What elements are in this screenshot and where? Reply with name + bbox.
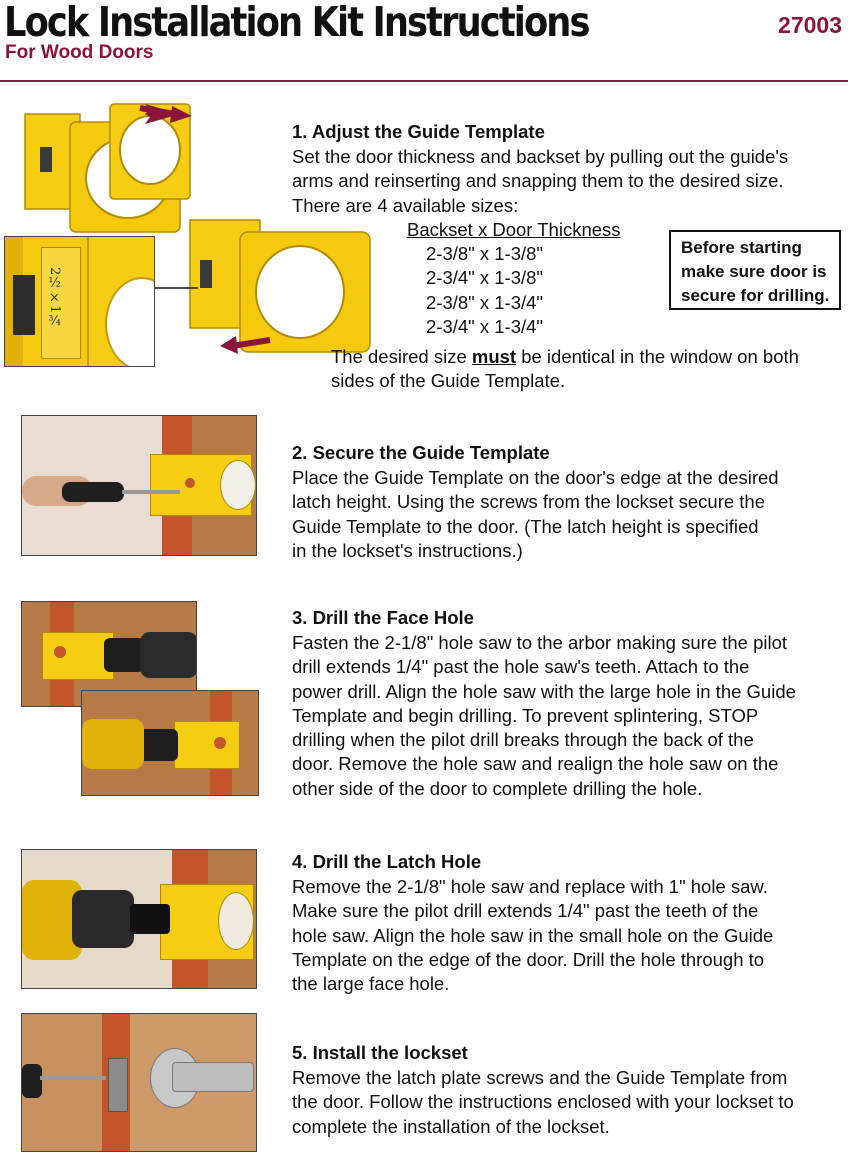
screwdriver-icon xyxy=(22,1064,42,1098)
callout-line: secure for drilling. xyxy=(681,286,830,305)
step-5-photo xyxy=(21,1013,257,1152)
step-4-line: Remove the 2-1/8" hole saw and replace with 1" hole saw. xyxy=(292,876,768,897)
step-2-line: in the lockset's instructions.) xyxy=(292,539,523,561)
page-subtitle: For Wood Doors xyxy=(5,42,154,63)
step-4-line: the large face hole. xyxy=(292,973,450,995)
step-3-body xyxy=(292,631,796,801)
step-1-line: There are 4 available sizes: xyxy=(292,194,519,216)
step-3-line: drill extends 1/4" past the hole saw's teeth. Attach to the xyxy=(292,656,750,678)
size-option: 2-3/4" x 1-3/4" xyxy=(426,315,543,337)
step-4-heading: 4. Drill the Latch Hole xyxy=(292,851,482,872)
step-5-body xyxy=(292,1066,794,1139)
note-must: must xyxy=(471,346,517,367)
step-5-heading: 5. Install the lockset xyxy=(292,1042,468,1063)
power-drill-icon xyxy=(82,719,144,769)
step-2-line: Guide Template to the door. (The latch height is specified xyxy=(292,515,759,537)
step-3-line: Fasten the 2-1/8" hole saw to the arbor making sure the pilot xyxy=(292,632,788,653)
size-option: 2-3/8" x 1-3/8" xyxy=(426,243,543,264)
size-option: 2-3/4" x 1-3/8" xyxy=(426,267,543,289)
guide-template-exploded xyxy=(25,104,190,232)
step-2-photo xyxy=(21,415,257,556)
step-3-line: power drill. Align the hole saw with the large hole in the Guide xyxy=(292,680,796,702)
hole-saw-icon xyxy=(130,904,170,934)
step-4-line: hole saw. Align the hole saw in the small hole on the Guide xyxy=(292,924,774,946)
step-5-line: complete the installation of the lockset. xyxy=(292,1115,610,1137)
step-4-line: Template on the edge of the door. Drill the hole through to xyxy=(292,948,765,970)
step-5-line: the door. Follow the instructions enclosed with your lockset to xyxy=(292,1091,794,1113)
lever-handle-icon xyxy=(172,1062,254,1092)
step-2-heading: 2. Secure the Guide Template xyxy=(292,442,550,463)
guide-template-assembled xyxy=(190,220,370,352)
step-3-heading: 3. Drill the Face Hole xyxy=(292,607,474,628)
callout-line: Before starting xyxy=(681,238,802,257)
latch-plate-icon xyxy=(108,1058,128,1112)
step-1-line: Set the door thickness and backset by pulling out the guide's xyxy=(292,146,789,167)
header-divider xyxy=(0,80,848,82)
step-3-line: other side of the door to complete drilling the hole. xyxy=(292,777,703,799)
step-1-heading: 1. Adjust the Guide Template xyxy=(292,121,545,142)
note-after: be identical in the window on both xyxy=(521,346,799,367)
step-3-line: Template and begin drilling. To prevent splintering, STOP xyxy=(292,704,759,726)
drill-chuck-icon xyxy=(138,729,178,761)
screwdriver-icon xyxy=(62,482,124,502)
step-1-note-line-2: sides of the Guide Template. xyxy=(331,370,566,392)
safety-callout xyxy=(669,230,841,310)
drill-chuck-icon xyxy=(104,638,144,672)
step-1-line: arms and reinserting and snapping them to the desired size. xyxy=(292,170,784,192)
brand-label-icon xyxy=(13,275,35,335)
pull-arrow-bottom-head xyxy=(220,336,238,354)
step-2-body xyxy=(292,466,779,563)
size-window-label: 2½×1¾ xyxy=(47,267,62,329)
step-4-body xyxy=(292,875,773,996)
step-3-photo-back xyxy=(81,690,259,796)
page-title: Lock Installation Kit Instructions xyxy=(4,0,589,46)
sizes-table-header: Backset x Door Thickness xyxy=(407,219,621,240)
note-before: The desired size xyxy=(331,346,467,367)
step-3-line: door. Remove the hole saw and realign the hole saw on the xyxy=(292,753,779,775)
step-5-line: Remove the latch plate screws and the Guide Template from xyxy=(292,1067,788,1088)
step-4-photo xyxy=(21,849,257,989)
step-1-note-line-1 xyxy=(331,345,799,369)
step-2-line: Place the Guide Template on the door's edge at the desired xyxy=(292,467,779,488)
sizes-list xyxy=(426,242,543,339)
size-option: 2-3/8" x 1-3/4" xyxy=(426,291,543,313)
step-1-note xyxy=(331,345,799,394)
step-3-line: drilling when the pilot drill breaks through the back of the xyxy=(292,729,754,751)
template-window-inset xyxy=(4,236,155,367)
step-2-line: latch height. Using the screws from the lockset secure the xyxy=(292,491,765,513)
step-1-body xyxy=(292,145,788,218)
step-4-line: Make sure the pilot drill extends 1/4" past the teeth of the xyxy=(292,900,759,922)
product-code: 27003 xyxy=(778,12,842,38)
callout-line: make sure door is xyxy=(681,262,827,281)
